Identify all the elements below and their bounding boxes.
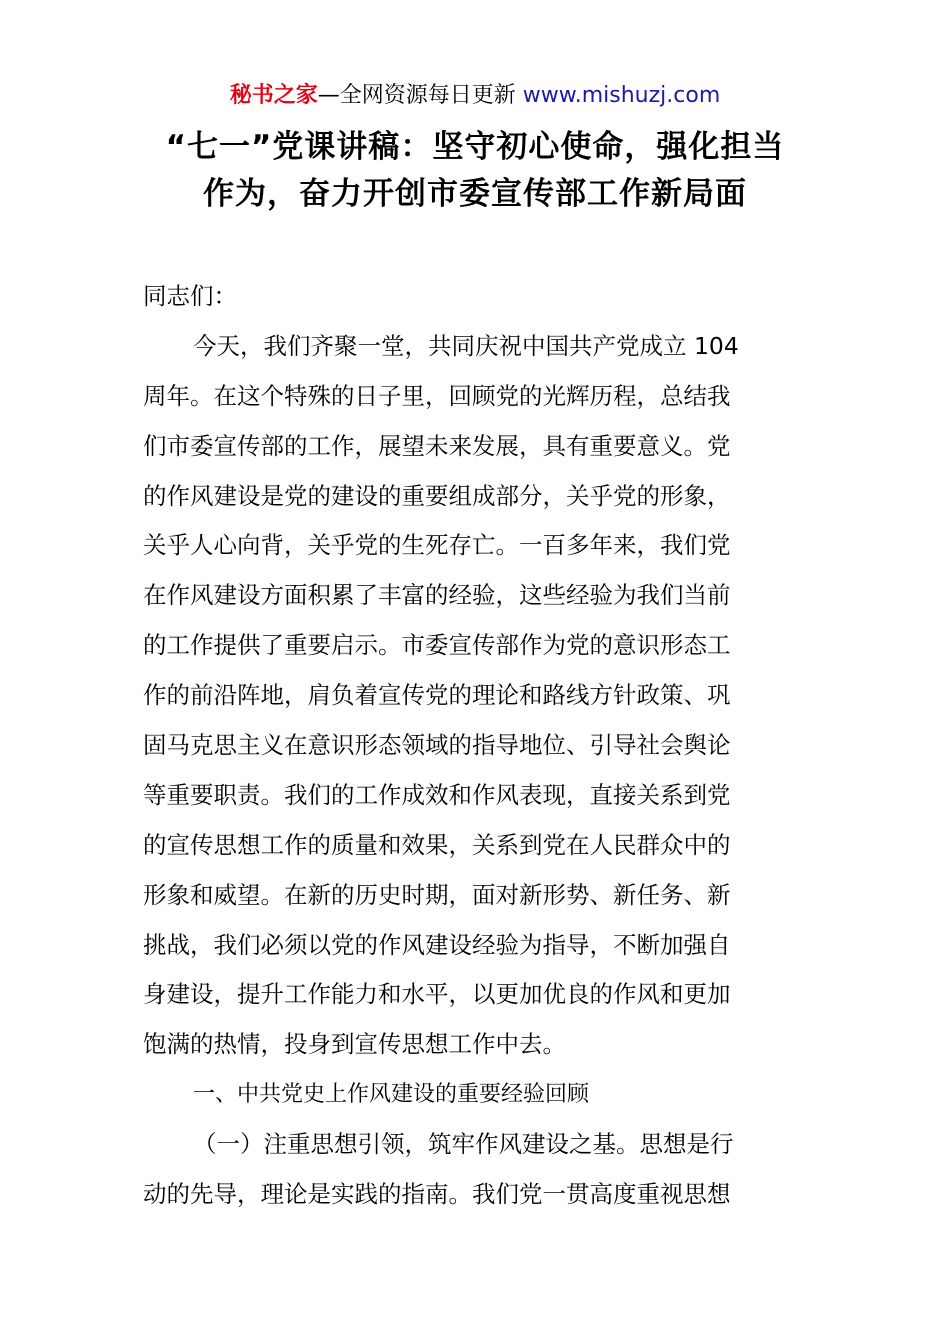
- paragraph-line: 的宣传思想工作的质量和效果，关系到党在人民群众中的: [143, 830, 731, 859]
- paragraph-line: 身建设，提升工作能力和水平，以更加优良的作风和更加: [143, 980, 731, 1009]
- paragraph-line: 形象和威望。在新的历史时期，面对新形势、新任务、新: [143, 880, 731, 909]
- paragraph-line: （一）注重思想引领，筑牢作风建设之基。思想是行: [193, 1130, 734, 1159]
- paragraph-line: 在作风建设方面积累了丰富的经验，这些经验为我们当前: [143, 581, 731, 610]
- site-header: [0, 80, 950, 112]
- paragraph-line: 今天，我们齐聚一堂，共同庆祝中国共产党成立 104: [193, 331, 739, 360]
- document-title: [100, 124, 850, 218]
- document-body: [143, 272, 809, 1220]
- title-line-1: “七一”党课讲稿：坚守初心使命，强化担当: [165, 129, 785, 165]
- paragraph-line: 的工作提供了重要启示。市委宣传部作为党的意识形态工: [143, 631, 731, 660]
- paragraph-line: 们市委宣传部的工作，展望未来发展，具有重要意义。党: [143, 431, 731, 460]
- paragraph-line: 挑战，我们必须以党的作风建设经验为指导，不断加强自: [143, 930, 731, 959]
- brand-name: 秘书之家: [229, 83, 318, 108]
- paragraph-line: 作的前沿阵地，肩负着宣传党的理论和路线方针政策、巩: [143, 681, 731, 710]
- paragraph-line: 固马克思主义在意识形态领域的指导地位、引导社会舆论: [143, 731, 731, 760]
- salutation: 同志们：: [143, 282, 237, 310]
- paragraph-line: 周年。在这个特殊的日子里，回顾党的光辉历程，总结我: [143, 381, 731, 410]
- site-url-link[interactable]: www.mishuzj.com: [522, 83, 721, 108]
- paragraph-line: 关乎人心向背，关乎党的生死存亡。一百多年来，我们党: [143, 531, 731, 560]
- title-line-2: 作为，奋力开创市委宣传部工作新局面: [203, 176, 747, 212]
- header-tagline: —全网资源每日更新: [317, 83, 523, 108]
- paragraph-line: 等重要职责。我们的工作成效和作风表现，直接关系到党: [143, 780, 731, 809]
- paragraph-line: 动的先导，理论是实践的指南。我们党一贯高度重视思想: [143, 1180, 731, 1209]
- paragraph-line: 饱满的热情，投身到宣传思想工作中去。: [143, 1030, 566, 1059]
- section-heading: 一、中共党史上作风建设的重要经验回顾: [193, 1082, 590, 1108]
- paragraph-line: 的作风建设是党的建设的重要组成部分，关乎党的形象，: [143, 481, 731, 510]
